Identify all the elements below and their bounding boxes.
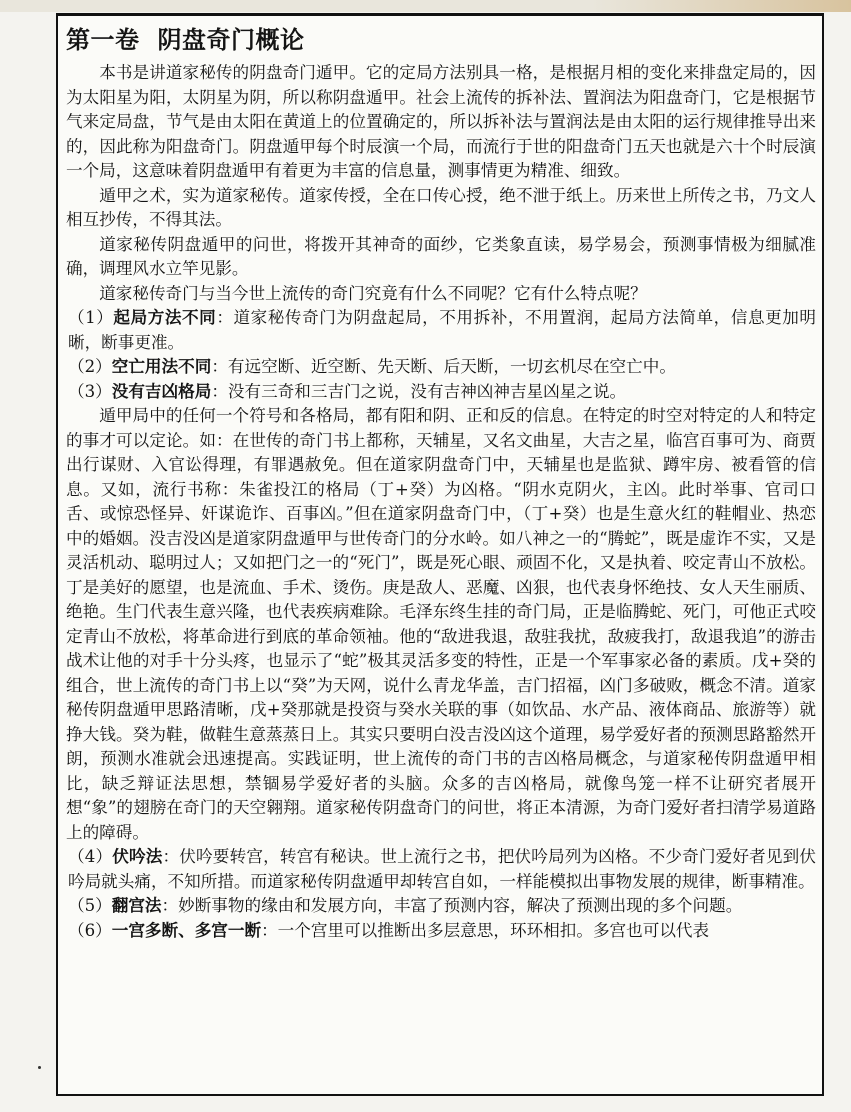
item-number: （1） [68,308,114,327]
item-heading: 翻宫法 [111,896,162,915]
scan-shadow [591,0,851,12]
paragraph-secret: 遁甲之术，实为道家秘传。道家传授，全在口传心授，绝不泄于纸上。历来世上所传之书，乃文人相互抄传，不得其法。 [66,185,816,229]
paragraph-question: 道家秘传奇门与当今世上流传的奇门究竟有什么不同呢？它有什么特点呢？ [99,283,647,303]
scan-speck [38,1066,41,1069]
item-text: ：有远空断、近空断、先天断、后天断，一切玄机尽在空亡中。 [211,357,676,376]
list-item [66,919,816,944]
chapter-volume: 第一卷 [66,26,140,54]
paragraph-debut: 道家秘传阴盘遁甲的问世，将拨开其神奇的面纱，它类象直读，易学易会，预测事情极为细腻准确，调理风水立竿见影。 [66,234,816,278]
list-item [66,894,816,919]
chapter-title: 阴盘奇门概论 [157,26,305,54]
item-number: （3） [68,381,112,401]
chapter-heading [66,25,816,55]
list-item [66,845,816,894]
item-heading: 起局方法不同 [113,308,217,327]
item-heading: 没有吉凶格局 [111,381,212,401]
item-number: （4） [68,847,113,866]
item-heading: 空亡用法不同 [111,357,212,376]
item-heading: 伏吟法 [112,847,163,866]
item-number: （2） [68,357,112,376]
item-text: ：伏吟要转宫，转宫有秘诀。世上流行之书，把伏吟局列为凶格。不少奇门爱好者见到伏吟局就头痛，不知所措。而道家秘传阴盘遁甲却转宫自如，一样能模拟出事物发展的规律，断事精准。 [68,847,817,891]
item-text: ：没有三奇和三吉门之说，没有吉神凶神吉星凶星之说。 [211,381,627,401]
item-number: （5） [68,896,112,915]
paragraph-intro: 本书是讲道家秘传的阴盘奇门遁甲。它的定局方法别具一格，是根据月相的变化来排盘定局的，因为太阳星为阳，太阴星为阴，所以称阴盘遁甲。社会上流传的拆补法、置润法为阳盘奇门，它是根据节气来定局盘，节气是由太阳在黄道上的位置确定的，所以拆补法与置润法是由太阳的运行规律推导出来的，因此称为阳盘奇门。阴盘遁甲每个时辰演一个局，而流行于世的阳盘奇门五天也就是六十个时辰演一个局，这意味着阴盘遁甲有着更为丰富的信息量，测事情更为精准、细致。 [66,63,816,180]
item-number: （6） [68,920,112,940]
item-text: ：道家秘传奇门为阴盘起局，不用拆补，不用置润，起局方法简单，信息更加明晰，断事更准。 [68,308,817,352]
list-item [66,355,816,380]
scan-top-edge [0,0,851,12]
book-page [56,13,824,1096]
list-item [66,380,816,405]
item-text: ：一个宫里可以推断出多层意思，环环相扣。多宫也可以代表 [261,920,710,940]
item-heading: 一宫多断、多宫一断 [111,920,262,940]
paragraph-no-good-bad: 遁甲局中的任何一个符号和各格局，都有阳和阴、正和反的信息。在特定的时空对特定的人和特定的事才可以定论。如：在世传的奇门书上都称，天辅星，又名文曲星，大吉之星，临宫百事可为、商贾出行谋财、入官讼得理，有罪遇赦免。但在道家阴盘奇门中，天辅星也是监狱、蹲牢房、被看管的信息。又如，流行书称：朱雀投江的格局（丁+癸）为凶格。“阴水克阴火，主凶。此时举事、官司口舌、或惊恐怪异、奸谋诡诈、百事凶。”但在道家阴盘奇门中，（丁+癸）也是生意火红的鞋帽业、热恋中的婚姻。没吉没凶是道家阴盘遁甲与世传奇门的分水岭。如八神之一的“腾蛇”，既是虚诈不实，又是灵活机动、聪明过人；又如把门之一的“死门”，既是死心眼、顽固不化，又是执着、咬定青山不放松。丁是美好的愿望，也是流血、手术、烫伤。庚是敌人、恶魔、凶狠，也代表身怀绝技、女人天生丽质、绝艳。生门代表生意兴隆，也代表疾病难除。毛泽东终生挂的奇门局，正是临腾蛇、死门，可他正式咬定青山不放松，将革命进行到底的革命领袖。他的“敌进我退，敌驻我扰，敌疲我打，敌退我追”的游击战术让他的对手十分头疼，也显示了“蛇”极其灵活多变的特性，正是一个军事家必备的素质。戊+癸的组合，世上流传的奇门书上以“癸”为天网，说什么青龙华盖，吉门招福，凶门多破败，概念不清。道家秘传阴盘遁甲思路清晰，戊+癸那就是投资与癸水关联的事（如饮品、水产品、液体商品、旅游等）就挣大钱。癸为鞋，做鞋生意蒸蒸日上。其实只要明白没吉没凶这个道理，易学爱好者的预测思路豁然开朗，预测水准就会迅速提高。实践证明，世上流传的奇门书的吉凶格局概念，与道家秘传阴盘遁甲相比，缺乏辩证法思想，禁锢易学爱好者的头脑。众多的吉凶格局，就像鸟笼一样不让研究者展开想“象”的翅膀在奇门的天空翱翔。道家秘传阴盘奇门的问世，将正本清源，为奇门爱好者扫清学易道路上的障碍。 [66,406,816,842]
list-item [66,306,816,355]
item-text: ：妙断事物的缘由和发展方向，丰富了预测内容，解决了预测出现的多个问题。 [161,896,743,915]
